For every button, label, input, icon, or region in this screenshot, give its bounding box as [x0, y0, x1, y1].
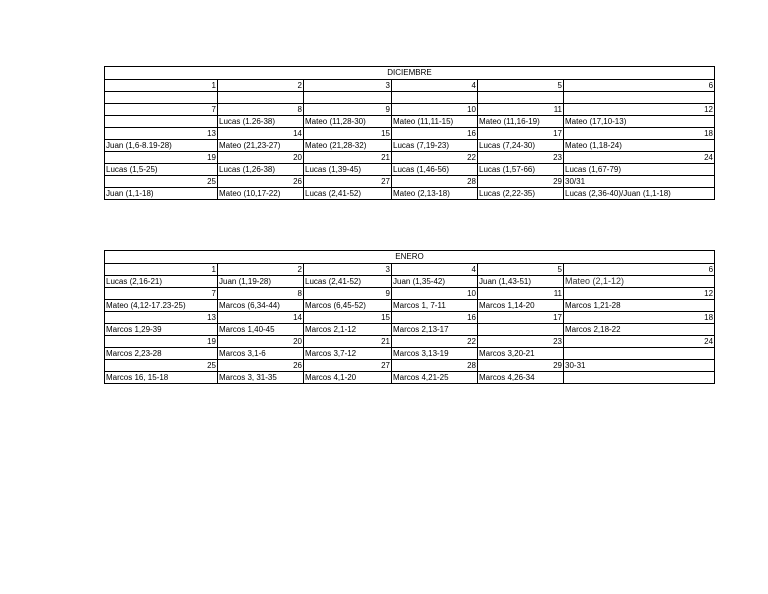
reading-row	[105, 188, 715, 200]
reading-cell: Mateo (11,16-19)	[478, 116, 564, 128]
day-number: 17	[478, 128, 564, 140]
day-number: 3	[304, 80, 392, 92]
day-number: 3	[304, 264, 392, 276]
day-number: 5	[478, 80, 564, 92]
day-number: 5	[478, 264, 564, 276]
day-number: 8	[218, 104, 304, 116]
day-number: 10	[392, 288, 478, 300]
reading-cell: Mateo (4,12-17.23-25)	[105, 300, 218, 312]
day-number: 2	[218, 80, 304, 92]
reading-cell: Marcos (6,34-44)	[218, 300, 304, 312]
reading-cell: Marcos 1,29-39	[105, 324, 218, 336]
reading-cell: Marcos 16, 15-18	[105, 372, 218, 384]
reading-cell	[392, 92, 478, 104]
reading-cell: Lucas (2,36-40)/Juan (1,1-18)	[564, 188, 715, 200]
day-number: 2	[218, 264, 304, 276]
day-number: 13	[105, 128, 218, 140]
reading-row	[105, 372, 715, 384]
calendar-january	[104, 250, 715, 384]
reading-cell	[564, 372, 715, 384]
day-number: 14	[218, 128, 304, 140]
reading-cell: Lucas (1,26-38)	[218, 164, 304, 176]
day-number: 4	[392, 80, 478, 92]
day-number-row	[105, 264, 715, 276]
reading-cell: Mateo (17,10-13)	[564, 116, 715, 128]
day-number: 22	[392, 336, 478, 348]
day-number-row	[105, 80, 715, 92]
day-number: 16	[392, 312, 478, 324]
reading-cell	[105, 116, 218, 128]
day-number: 24	[564, 336, 715, 348]
day-number: 7	[105, 288, 218, 300]
reading-cell: Marcos 3,7-12	[304, 348, 392, 360]
reading-cell: Marcos 1, 7-11	[392, 300, 478, 312]
month-title: ENERO	[105, 251, 715, 264]
reading-cell: Mateo (1,18-24)	[564, 140, 715, 152]
reading-cell: Lucas (1,5-25)	[105, 164, 218, 176]
day-number: 23	[478, 336, 564, 348]
reading-cell: Juan (1,1-18)	[105, 188, 218, 200]
reading-cell: Mateo (2,13-18)	[392, 188, 478, 200]
reading-cell	[478, 92, 564, 104]
day-number: 9	[304, 104, 392, 116]
day-number-row	[105, 128, 715, 140]
reading-cell: Juan (1,35-42)	[392, 276, 478, 288]
reading-cell	[564, 348, 715, 360]
day-number: 27	[304, 176, 392, 188]
reading-cell: Juan (1,43-51)	[478, 276, 564, 288]
reading-cell	[218, 92, 304, 104]
reading-cell: Marcos 4,1-20	[304, 372, 392, 384]
day-number: 26	[218, 176, 304, 188]
reading-cell: Marcos 3,20-21	[478, 348, 564, 360]
day-number-row	[105, 360, 715, 372]
day-number: 25	[105, 176, 218, 188]
day-number: 15	[304, 312, 392, 324]
day-number: 21	[304, 336, 392, 348]
day-number: 20	[218, 336, 304, 348]
day-number: 6	[564, 264, 715, 276]
reading-row	[105, 324, 715, 336]
day-number-row	[105, 288, 715, 300]
day-number: 15	[304, 128, 392, 140]
reading-cell: Marcos 1,14-20	[478, 300, 564, 312]
reading-cell: Marcos 2,18-22	[564, 324, 715, 336]
day-number: 29	[478, 176, 564, 188]
day-number: 28	[392, 176, 478, 188]
reading-cell: Marcos 1,21-28	[564, 300, 715, 312]
day-number-row	[105, 312, 715, 324]
day-number: 27	[304, 360, 392, 372]
day-number: 24	[564, 152, 715, 164]
reading-cell: Lucas (1,46-56)	[392, 164, 478, 176]
reading-cell: Lucas (2,41-52)	[304, 188, 392, 200]
reading-cell: Lucas (1,39-45)	[304, 164, 392, 176]
reading-cell: Lucas (2,41-52)	[304, 276, 392, 288]
day-number: 26	[218, 360, 304, 372]
day-number: 4	[392, 264, 478, 276]
day-number-row	[105, 152, 715, 164]
day-number: 1	[105, 80, 218, 92]
day-number: 28	[392, 360, 478, 372]
day-number-row	[105, 104, 715, 116]
reading-cell: Mateo (21,28-32)	[304, 140, 392, 152]
day-number: 6	[564, 80, 715, 92]
day-number-row	[105, 336, 715, 348]
reading-cell: Marcos 4,21-25	[392, 372, 478, 384]
day-number: 21	[304, 152, 392, 164]
reading-cell	[478, 324, 564, 336]
reading-cell: Marcos 3, 31-35	[218, 372, 304, 384]
day-number: 30-31	[564, 360, 715, 372]
reading-cell: Marcos 2,1-12	[304, 324, 392, 336]
reading-row	[105, 116, 715, 128]
day-number: 18	[564, 312, 715, 324]
day-number: 9	[304, 288, 392, 300]
day-number-row	[105, 176, 715, 188]
day-number: 17	[478, 312, 564, 324]
reading-cell: Marcos 4,26-34	[478, 372, 564, 384]
day-number: 11	[478, 288, 564, 300]
reading-cell: Mateo (10,17-22)	[218, 188, 304, 200]
reading-row	[105, 300, 715, 312]
reading-cell: Marcos 3,1-6	[218, 348, 304, 360]
reading-cell	[564, 92, 715, 104]
reading-row	[105, 92, 715, 104]
reading-row	[105, 276, 715, 288]
reading-cell: Lucas (2,16-21)	[105, 276, 218, 288]
day-number: 29	[478, 360, 564, 372]
reading-cell: Mateo (2,1-12)	[564, 276, 715, 288]
reading-cell: Lucas (2,22-35)	[478, 188, 564, 200]
reading-cell: Lucas (7,24-30)	[478, 140, 564, 152]
reading-row	[105, 348, 715, 360]
reading-cell: Juan (1,6-8.19-28)	[105, 140, 218, 152]
day-number: 8	[218, 288, 304, 300]
day-number: 12	[564, 288, 715, 300]
reading-cell	[105, 92, 218, 104]
day-number: 18	[564, 128, 715, 140]
reading-cell: Marcos (6,45-52)	[304, 300, 392, 312]
day-number: 20	[218, 152, 304, 164]
reading-cell: Marcos 3,13-19	[392, 348, 478, 360]
reading-cell: Marcos 1,40-45	[218, 324, 304, 336]
day-number: 30/31	[564, 176, 715, 188]
day-number: 12	[564, 104, 715, 116]
day-number: 25	[105, 360, 218, 372]
day-number: 11	[478, 104, 564, 116]
reading-cell: Lucas (1,57-66)	[478, 164, 564, 176]
reading-cell: Marcos 2,13-17	[392, 324, 478, 336]
day-number: 16	[392, 128, 478, 140]
reading-cell: Mateo (11,28-30)	[304, 116, 392, 128]
day-number: 19	[105, 336, 218, 348]
reading-cell	[304, 92, 392, 104]
day-number: 1	[105, 264, 218, 276]
reading-cell: Lucas (7,19-23)	[392, 140, 478, 152]
reading-cell: Mateo (21,23-27)	[218, 140, 304, 152]
month-title: DICIEMBRE	[105, 67, 715, 80]
reading-cell: Marcos 2,23-28	[105, 348, 218, 360]
reading-row	[105, 164, 715, 176]
day-number: 14	[218, 312, 304, 324]
day-number: 13	[105, 312, 218, 324]
day-number: 7	[105, 104, 218, 116]
calendar-december	[104, 66, 715, 200]
reading-cell: Juan (1,19-28)	[218, 276, 304, 288]
reading-cell: Lucas (1.26-38)	[218, 116, 304, 128]
day-number: 10	[392, 104, 478, 116]
day-number: 22	[392, 152, 478, 164]
reading-cell: Mateo (11,11-15)	[392, 116, 478, 128]
reading-cell: Lucas (1,67-79)	[564, 164, 715, 176]
day-number: 23	[478, 152, 564, 164]
day-number: 19	[105, 152, 218, 164]
reading-row	[105, 140, 715, 152]
